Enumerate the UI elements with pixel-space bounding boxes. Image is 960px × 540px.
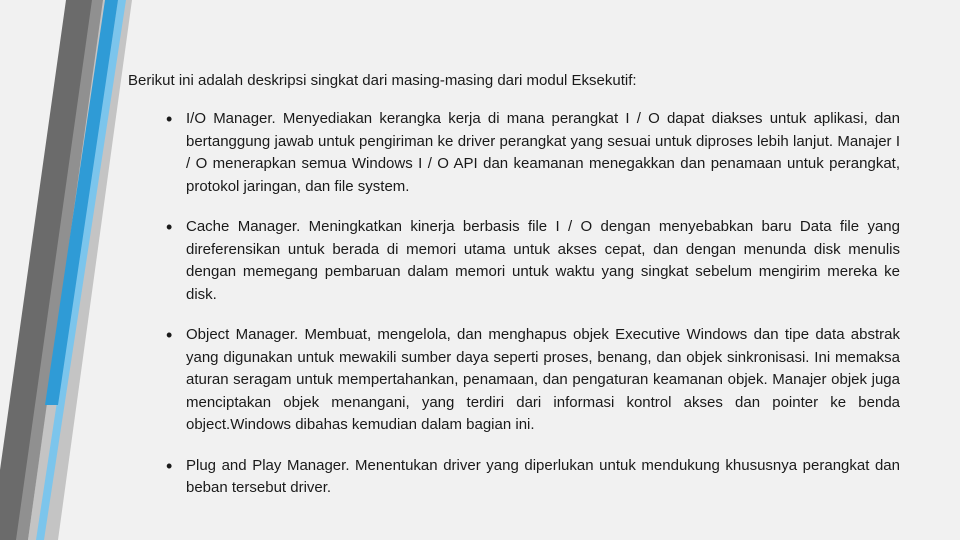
list-item	[128, 216, 900, 306]
slide-content	[128, 70, 900, 518]
list-item-text: Plug and Play Manager. Menentukan driver yang diperlukan untuk mendukung khususnya perangkat dan beban tersebut driver.	[186, 456, 900, 496]
list-item-text: Object Manager. Membuat, mengelola, dan menghapus objek Executive Windows dan tipe data abstrak yang digunakan untuk mewakili sumber daya seperti proses, benang, dan objek sinkronisasi. Ini memaksa aturan seragam untuk mempertahankan, penamaan, dan pengaturan keamanan objek. Manajer objek juga menciptakan objek menangani, yang terdiri dari informasi kontrol akses dan pointer ke benda object.Windows dibahas kemudian dalam bagian ini.	[186, 326, 900, 433]
list-item	[128, 324, 900, 437]
list-item	[128, 108, 900, 198]
bullet-icon: •	[166, 109, 173, 129]
list-item-text: Cache Manager. Meningkatkan kinerja berbasis file I / O dengan menyebabkan baru Data file yang direferensikan untuk berada di memori utama untuk akses cepat, dan dengan menunda disk menulis dengan memegang pembaruan dalam memori untuk waktu yang singkat sebelum mengirim mereka ke disk.	[186, 218, 900, 303]
bullet-list	[128, 108, 900, 500]
bullet-icon: •	[166, 325, 173, 345]
list-item-text: I/O Manager. Menyediakan kerangka kerja di mana perangkat I / O dapat diakses untuk aplikasi, dan bertanggung jawab untuk pengiriman ke driver perangkat yang sesuai untuk diproses lebih lanjut. Manajer I / O menerapkan semua Windows I / O API dan keamanan menegakkan dan penamaan untuk perangkat, protokol jaringan, dan file system.	[186, 110, 900, 195]
intro-text: Berikut ini adalah deskripsi singkat dari masing-masing dari modul Eksekutif:	[128, 72, 637, 89]
bullet-icon: •	[166, 217, 173, 237]
bullet-icon: •	[166, 455, 173, 476]
list-item	[128, 455, 900, 500]
